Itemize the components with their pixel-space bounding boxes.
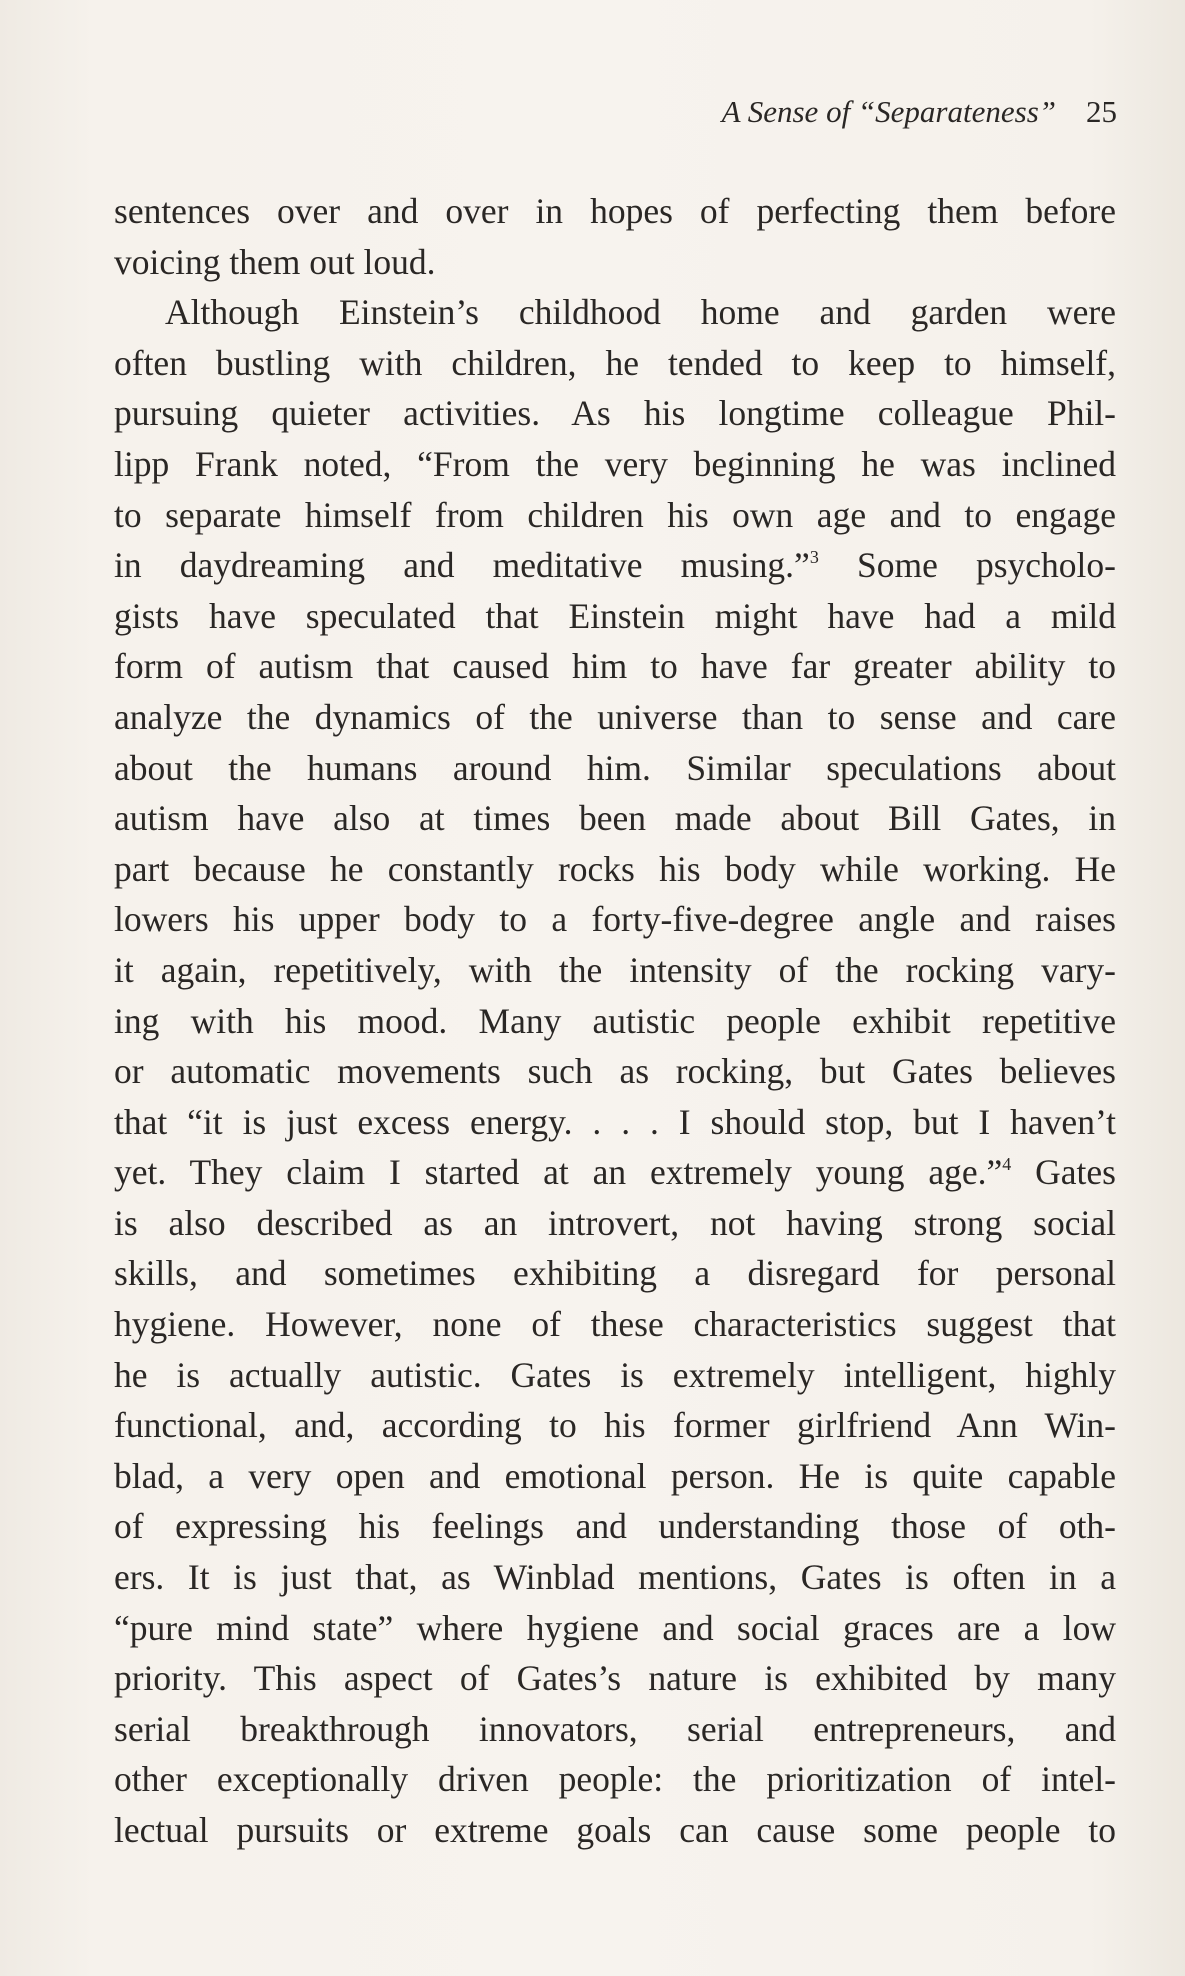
text-line: analyze the dynamics of the universe than to sense and care	[114, 696, 1116, 737]
text-line: form of autism that caused him to have far greater ability to	[114, 646, 1116, 687]
text-line: autism have also at times been made about Bill Gates, in	[114, 798, 1116, 839]
text-line: “pure mind state” where hygiene and social graces are a low	[114, 1607, 1116, 1648]
text-line: other exceptionally driven people: the prioritization of intel-	[114, 1759, 1116, 1800]
text-line: lowers his upper body to a forty-five-degree angle and raises	[114, 899, 1116, 940]
text-fragment: Gates	[1011, 1152, 1116, 1193]
chapter-title: A Sense of “Separateness”	[721, 94, 1056, 129]
text-line: is also described as an introvert, not having strong social	[114, 1202, 1116, 1243]
page-number: 25	[1086, 94, 1117, 129]
text-line: serial breakthrough innovators, serial entrepreneurs, and	[114, 1708, 1116, 1749]
text-line: he is actually autistic. Gates is extremely intelligent, highly	[114, 1354, 1116, 1395]
text-line: skills, and sometimes exhibiting a disregard for personal	[114, 1253, 1116, 1294]
text-line: blad, a very open and emotional person. He is quite capable	[114, 1455, 1116, 1496]
text-line: lipp Frank noted, “From the very beginning he was inclined	[114, 443, 1116, 484]
text-fragment: Some psycholo-	[818, 545, 1116, 586]
footnote-ref: 4	[1002, 1154, 1012, 1175]
text-line: functional, and, according to his former girlfriend Ann Win-	[114, 1405, 1116, 1446]
text-line: priority. This aspect of Gates’s nature is exhibited by many	[114, 1658, 1116, 1699]
text-line: voicing them out loud.	[114, 241, 436, 282]
text-line: often bustling with children, he tended to keep to himself,	[114, 342, 1116, 383]
footnote-ref: 3	[809, 547, 819, 568]
text-line: that “it is just excess energy. . . . I should stop, but I haven’t	[114, 1101, 1116, 1142]
text-line: Although Einstein’s childhood home and garden were	[165, 292, 1116, 333]
text-line: ing with his mood. Many autistic people exhibit repetitive	[114, 1000, 1116, 1041]
text-fragment: in daydreaming and meditative musing.”	[114, 545, 810, 586]
running-head	[722, 92, 1117, 132]
text-line: about the humans around him. Similar speculations about	[114, 747, 1116, 788]
body-text	[114, 186, 1116, 1856]
text-line: it again, repetitively, with the intensity of the rocking vary-	[114, 949, 1116, 990]
text-line	[114, 540, 1116, 591]
text-line: lectual pursuits or extreme goals can cause some people to	[114, 1810, 1116, 1850]
text-line: pursuing quieter activities. As his longtime colleague Phil-	[114, 393, 1116, 434]
text-line: sentences over and over in hopes of perfecting them before	[114, 191, 1116, 231]
text-line: or automatic movements such as rocking, but Gates believes	[114, 1051, 1116, 1092]
text-line: hygiene. However, none of these characteristics suggest that	[114, 1304, 1116, 1345]
text-fragment: yet. They claim I started at an extremely young age.”	[114, 1152, 1003, 1193]
text-line: gists have speculated that Einstein might have had a mild	[114, 595, 1116, 636]
text-line: to separate himself from children his own age and to engage	[114, 494, 1116, 535]
text-line	[114, 1147, 1116, 1198]
text-line: part because he constantly rocks his body while working. He	[114, 848, 1116, 889]
text-line: ers. It is just that, as Winblad mentions, Gates is often in a	[114, 1557, 1116, 1598]
text-line: of expressing his feelings and understanding those of oth-	[114, 1506, 1116, 1547]
